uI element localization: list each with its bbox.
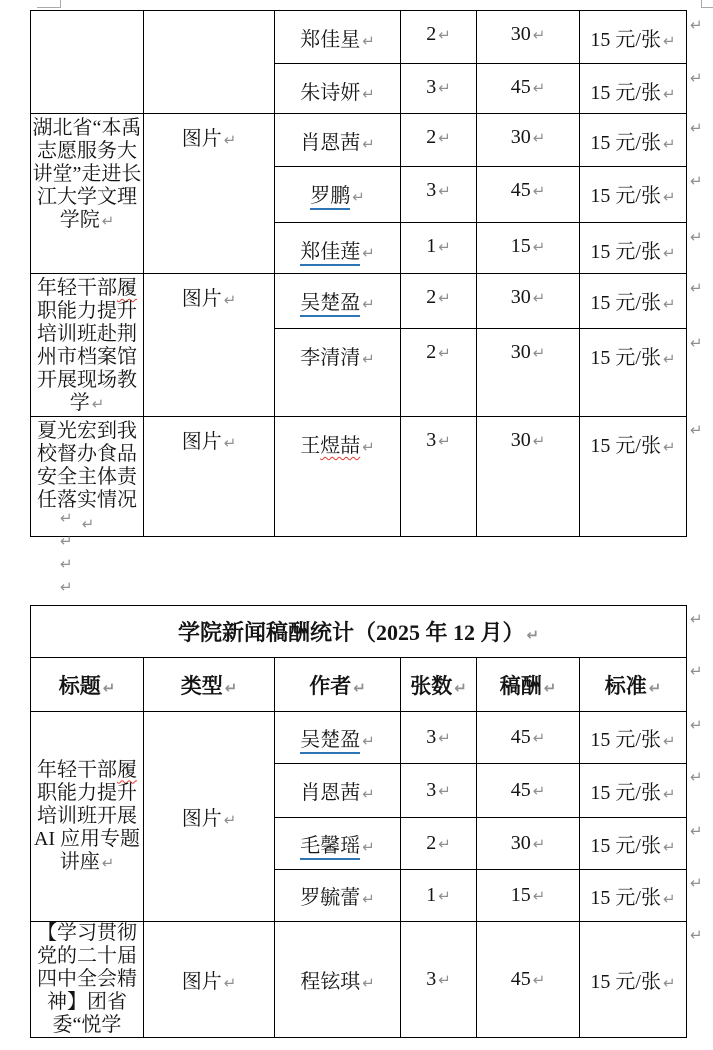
table-title-cell bbox=[31, 606, 687, 658]
paragraph-mark: ↵ bbox=[662, 135, 676, 153]
paragraph-mark: ↵ bbox=[438, 887, 451, 905]
article-type-cell bbox=[144, 417, 275, 537]
payment-amount: 45 bbox=[510, 779, 531, 801]
standard-cell bbox=[580, 274, 687, 329]
type-label: 图片 bbox=[181, 808, 222, 830]
paragraph-mark: ↵ bbox=[532, 129, 546, 147]
standard-cell bbox=[580, 223, 687, 274]
empty-paragraph-mark: ↵ bbox=[60, 555, 73, 573]
paragraph-mark: ↵ bbox=[662, 188, 676, 206]
author-cell bbox=[275, 922, 401, 1038]
paragraph-mark: ↵ bbox=[362, 438, 375, 456]
photo-count: 3 bbox=[426, 968, 437, 990]
pay-cell bbox=[477, 11, 580, 64]
standard-cell bbox=[580, 329, 687, 417]
author-cell bbox=[275, 274, 401, 329]
end-of-row-mark: ↵ bbox=[690, 119, 703, 137]
count-cell bbox=[401, 167, 477, 223]
article-title: 职能力提升培训班赴荆州市档案馆开展现场教学 bbox=[37, 300, 137, 414]
rate-standard: 15 元/张 bbox=[590, 132, 661, 154]
paragraph-mark: ↵ bbox=[223, 131, 237, 149]
paragraph-mark: ↵ bbox=[532, 729, 546, 747]
end-of-row-mark: ↵ bbox=[690, 279, 703, 297]
paragraph-mark: ↵ bbox=[662, 732, 676, 750]
photo-count: 1 bbox=[426, 235, 437, 257]
count-cell bbox=[401, 223, 477, 274]
header-label: 标准 bbox=[604, 673, 647, 698]
paragraph-mark: ↵ bbox=[532, 782, 546, 800]
rate-standard: 15 元/张 bbox=[590, 29, 661, 51]
end-of-row-mark: ↵ bbox=[690, 334, 703, 352]
photo-count: 1 bbox=[426, 884, 437, 906]
paragraph-mark: ↵ bbox=[532, 26, 546, 44]
photo-count: 3 bbox=[426, 726, 437, 748]
author-cell bbox=[275, 114, 401, 167]
article-title-cell bbox=[31, 922, 144, 1038]
paragraph-mark: ↵ bbox=[662, 295, 676, 313]
paragraph-mark: ↵ bbox=[532, 289, 546, 307]
rate-standard: 15 元/张 bbox=[590, 729, 661, 751]
paragraph-mark: ↵ bbox=[662, 785, 676, 803]
misspelled-text: 履 bbox=[117, 758, 137, 781]
author-name-hyperlink[interactable]: 吴楚盈 bbox=[300, 729, 360, 754]
paragraph-mark: ↵ bbox=[438, 344, 451, 363]
paragraph-mark: ↵ bbox=[662, 974, 676, 992]
paragraph-mark: ↵ bbox=[223, 811, 237, 829]
author-cell bbox=[275, 417, 401, 537]
article-title: 夏光宏到我校督办食品安全主体责任落实情况 bbox=[37, 420, 137, 511]
pay-cell bbox=[477, 64, 580, 114]
payment-amount: 15 bbox=[510, 235, 531, 257]
payment-amount: 30 bbox=[510, 126, 531, 148]
header-label: 作者 bbox=[309, 673, 352, 698]
article-title: 年轻干部 bbox=[37, 758, 117, 781]
paragraph-mark: ↵ bbox=[352, 188, 365, 206]
type-label: 图片 bbox=[181, 431, 222, 453]
article-type-cell bbox=[144, 922, 275, 1038]
paragraph-mark: ↵ bbox=[362, 350, 375, 369]
end-of-row-mark: ↵ bbox=[690, 610, 703, 628]
payment-amount: 45 bbox=[510, 179, 531, 201]
standard-cell bbox=[580, 764, 687, 818]
standard-cell bbox=[580, 870, 687, 922]
rate-standard: 15 元/张 bbox=[590, 241, 661, 263]
rate-standard: 15 元/张 bbox=[590, 82, 661, 104]
text-boundary-mark-top-right bbox=[701, 0, 713, 8]
end-of-row-mark: ↵ bbox=[690, 926, 703, 944]
count-cell bbox=[401, 870, 477, 922]
paragraph-mark: ↵ bbox=[662, 838, 676, 856]
author-cell bbox=[275, 818, 401, 870]
end-of-row-mark: ↵ bbox=[690, 228, 703, 246]
misspelled-text: 履 bbox=[117, 277, 137, 299]
type-label: 图片 bbox=[181, 288, 222, 310]
paragraph-mark: ↵ bbox=[662, 890, 676, 908]
column-header-count bbox=[401, 658, 477, 712]
standard-cell bbox=[580, 818, 687, 870]
paragraph-mark: ↵ bbox=[438, 432, 451, 450]
text-boundary-mark-top-left bbox=[37, 0, 61, 8]
pay-cell bbox=[477, 712, 580, 764]
author-cell bbox=[275, 64, 401, 114]
end-of-row-mark: ↵ bbox=[690, 172, 703, 190]
standard-cell bbox=[580, 417, 687, 537]
paragraph-mark: ↵ bbox=[662, 244, 676, 262]
author-cell bbox=[275, 712, 401, 764]
article-type-cell bbox=[144, 114, 275, 274]
article-title-cell bbox=[31, 274, 144, 417]
end-of-row-mark: ↵ bbox=[690, 662, 703, 680]
paragraph-mark: ↵ bbox=[662, 350, 676, 369]
payment-amount: 45 bbox=[510, 76, 531, 98]
header-label: 类型 bbox=[180, 673, 223, 698]
empty-paragraph-mark: ↵ bbox=[60, 532, 73, 550]
payment-amount: 30 bbox=[510, 832, 531, 854]
photo-count: 3 bbox=[426, 779, 437, 801]
paragraph-mark: ↵ bbox=[543, 678, 557, 697]
photo-count: 2 bbox=[426, 23, 437, 45]
payment-amount: 30 bbox=[510, 429, 531, 451]
paragraph-mark: ↵ bbox=[438, 26, 451, 44]
paragraph-mark: ↵ bbox=[438, 971, 451, 989]
standard-cell bbox=[580, 922, 687, 1038]
author-name: 罗毓蕾 bbox=[300, 887, 361, 909]
empty-paragraph-mark: ↵ bbox=[60, 578, 73, 596]
news-pay-table-continued bbox=[30, 10, 687, 537]
article-type-cell bbox=[144, 712, 275, 922]
pay-cell bbox=[477, 274, 580, 329]
article-title-cell bbox=[31, 417, 144, 537]
count-cell bbox=[401, 712, 477, 764]
author-cell bbox=[275, 329, 401, 417]
paragraph-mark: ↵ bbox=[648, 678, 662, 697]
author-cell bbox=[275, 870, 401, 922]
author-cell bbox=[275, 764, 401, 818]
article-title: 年轻干部 bbox=[37, 277, 117, 299]
header-label: 稿酬 bbox=[499, 673, 542, 698]
author-name: 肖恩茜 bbox=[300, 132, 361, 154]
count-cell bbox=[401, 764, 477, 818]
photo-count: 2 bbox=[426, 126, 437, 148]
paragraph-mark: ↵ bbox=[362, 85, 375, 103]
end-of-row-mark: ↵ bbox=[690, 69, 703, 87]
rate-standard: 15 元/张 bbox=[590, 185, 661, 207]
payment-amount: 45 bbox=[510, 968, 531, 990]
author-cell bbox=[275, 11, 401, 64]
paragraph-mark: ↵ bbox=[81, 515, 95, 533]
pay-cell bbox=[477, 223, 580, 274]
column-header-author bbox=[275, 658, 401, 712]
paragraph-mark: ↵ bbox=[101, 212, 115, 230]
paragraph-mark: ↵ bbox=[362, 890, 375, 908]
end-of-row-mark: ↵ bbox=[690, 716, 703, 734]
payment-amount: 15 bbox=[510, 884, 531, 906]
paragraph-mark: ↵ bbox=[224, 678, 238, 697]
end-of-row-mark: ↵ bbox=[690, 768, 703, 786]
paragraph-mark: ↵ bbox=[662, 438, 676, 456]
type-label: 图片 bbox=[181, 128, 222, 150]
author-name-hyperlink[interactable]: 吴楚盈 bbox=[300, 292, 360, 317]
paragraph-mark: ↵ bbox=[362, 732, 375, 750]
paragraph-mark: ↵ bbox=[438, 238, 451, 256]
pay-cell bbox=[477, 818, 580, 870]
paragraph-mark: ↵ bbox=[362, 785, 375, 803]
rate-standard: 15 元/张 bbox=[590, 347, 661, 370]
author-name: 郑佳星 bbox=[300, 29, 361, 51]
paragraph-mark: ↵ bbox=[223, 974, 237, 992]
standard-cell bbox=[580, 712, 687, 764]
payment-amount: 30 bbox=[510, 341, 531, 364]
count-cell bbox=[401, 818, 477, 870]
paragraph-mark: ↵ bbox=[438, 782, 451, 800]
paragraph-mark: ↵ bbox=[532, 344, 546, 363]
payment-amount: 30 bbox=[510, 23, 531, 45]
end-of-row-mark: ↵ bbox=[690, 874, 703, 892]
header-label: 张数 bbox=[410, 673, 453, 698]
paragraph-mark: ↵ bbox=[91, 395, 105, 413]
count-cell bbox=[401, 114, 477, 167]
article-title: 【学习贯彻党的二十届四中全会精神】团省委“悦学 bbox=[37, 922, 137, 1036]
empty-paragraph-mark: ↵ bbox=[60, 509, 73, 527]
article-type-cell-empty bbox=[144, 11, 275, 114]
author-name-hyperlink[interactable]: 罗鹏 bbox=[310, 185, 350, 210]
photo-count: 2 bbox=[426, 341, 437, 364]
column-header-title bbox=[31, 658, 144, 712]
author-name: 王 bbox=[300, 435, 321, 457]
paragraph-mark: ↵ bbox=[454, 678, 467, 697]
paragraph-mark: ↵ bbox=[102, 678, 116, 697]
rate-standard: 15 元/张 bbox=[590, 782, 661, 804]
paragraph-mark: ↵ bbox=[532, 835, 546, 853]
paragraph-mark: ↵ bbox=[362, 974, 375, 992]
photo-count: 2 bbox=[426, 832, 437, 854]
paragraph-mark: ↵ bbox=[532, 238, 546, 256]
paragraph-mark: ↵ bbox=[362, 135, 375, 153]
header-label: 标题 bbox=[58, 673, 101, 698]
paragraph-mark: ↵ bbox=[662, 32, 676, 50]
paragraph-mark: ↵ bbox=[223, 291, 237, 309]
count-cell bbox=[401, 922, 477, 1038]
rate-standard: 15 元/张 bbox=[590, 971, 661, 993]
photo-count: 3 bbox=[426, 76, 437, 98]
article-type-cell bbox=[144, 274, 275, 417]
column-header-standard bbox=[580, 658, 687, 712]
standard-cell bbox=[580, 114, 687, 167]
article-title-cell-empty bbox=[31, 11, 144, 114]
count-cell bbox=[401, 11, 477, 64]
article-title: 职能力提升培训班开展 AI 应用专题讲座 bbox=[33, 781, 141, 873]
pay-cell bbox=[477, 167, 580, 223]
end-of-row-mark: ↵ bbox=[690, 16, 703, 34]
end-of-row-mark: ↵ bbox=[690, 822, 703, 840]
payment-amount: 30 bbox=[510, 286, 531, 308]
paragraph-mark: ↵ bbox=[362, 295, 375, 313]
count-cell bbox=[401, 329, 477, 417]
pay-cell bbox=[477, 764, 580, 818]
article-title: 湖北省“本禹志愿服务大讲堂”走进长江大学文理学院 bbox=[32, 117, 142, 231]
author-name-hyperlink[interactable]: 郑佳莲 bbox=[300, 241, 360, 266]
standard-cell bbox=[580, 64, 687, 114]
paragraph-mark: ↵ bbox=[532, 182, 546, 200]
paragraph-mark: ↵ bbox=[438, 129, 451, 147]
paragraph-mark: ↵ bbox=[532, 79, 546, 97]
paragraph-mark: ↵ bbox=[662, 85, 676, 103]
count-cell bbox=[401, 64, 477, 114]
pay-cell bbox=[477, 114, 580, 167]
article-title-cell bbox=[31, 712, 144, 922]
rate-standard: 15 元/张 bbox=[590, 887, 661, 909]
paragraph-mark: ↵ bbox=[438, 835, 451, 853]
author-name: 肖恩茜 bbox=[300, 782, 361, 804]
photo-count: 3 bbox=[426, 179, 437, 201]
news-pay-table-december bbox=[30, 605, 687, 1038]
paragraph-mark: ↵ bbox=[526, 626, 540, 644]
paragraph-mark: ↵ bbox=[362, 32, 375, 50]
column-header-pay bbox=[477, 658, 580, 712]
paragraph-mark: ↵ bbox=[362, 244, 375, 262]
author-name: 程铉琪 bbox=[300, 971, 361, 993]
rate-standard: 15 元/张 bbox=[590, 292, 661, 314]
misspelled-text: 煜喆 bbox=[320, 435, 361, 457]
author-cell bbox=[275, 223, 401, 274]
rate-standard: 15 元/张 bbox=[590, 835, 661, 857]
paragraph-mark: ↵ bbox=[362, 838, 375, 856]
paragraph-mark: ↵ bbox=[532, 887, 546, 905]
pay-cell bbox=[477, 417, 580, 537]
pay-cell bbox=[477, 329, 580, 417]
paragraph-mark: ↵ bbox=[223, 434, 237, 452]
photo-count: 2 bbox=[426, 286, 437, 308]
standard-cell bbox=[580, 11, 687, 64]
photo-count: 3 bbox=[426, 429, 437, 451]
author-name: 朱诗妍 bbox=[300, 82, 361, 104]
paragraph-mark: ↵ bbox=[438, 289, 451, 307]
author-name-hyperlink[interactable]: 毛馨瑶 bbox=[300, 835, 360, 860]
count-cell bbox=[401, 417, 477, 537]
article-title-cell bbox=[31, 114, 144, 274]
author-cell bbox=[275, 167, 401, 223]
standard-cell bbox=[580, 167, 687, 223]
paragraph-mark: ↵ bbox=[353, 678, 366, 697]
author-name: 李清清 bbox=[300, 347, 361, 370]
paragraph-mark: ↵ bbox=[438, 79, 451, 97]
table-title: 学院新闻稿酬统计（2025 年 12 月） bbox=[177, 620, 525, 645]
rate-standard: 15 元/张 bbox=[590, 435, 661, 457]
paragraph-mark: ↵ bbox=[532, 432, 546, 450]
end-of-row-mark: ↵ bbox=[690, 421, 703, 439]
column-header-type bbox=[144, 658, 275, 712]
pay-cell bbox=[477, 870, 580, 922]
pay-cell bbox=[477, 922, 580, 1038]
paragraph-mark: ↵ bbox=[438, 182, 451, 200]
payment-amount: 45 bbox=[510, 726, 531, 748]
type-label: 图片 bbox=[181, 971, 222, 993]
count-cell bbox=[401, 274, 477, 329]
paragraph-mark: ↵ bbox=[532, 971, 546, 989]
paragraph-mark: ↵ bbox=[101, 853, 115, 872]
paragraph-mark: ↵ bbox=[438, 729, 451, 747]
